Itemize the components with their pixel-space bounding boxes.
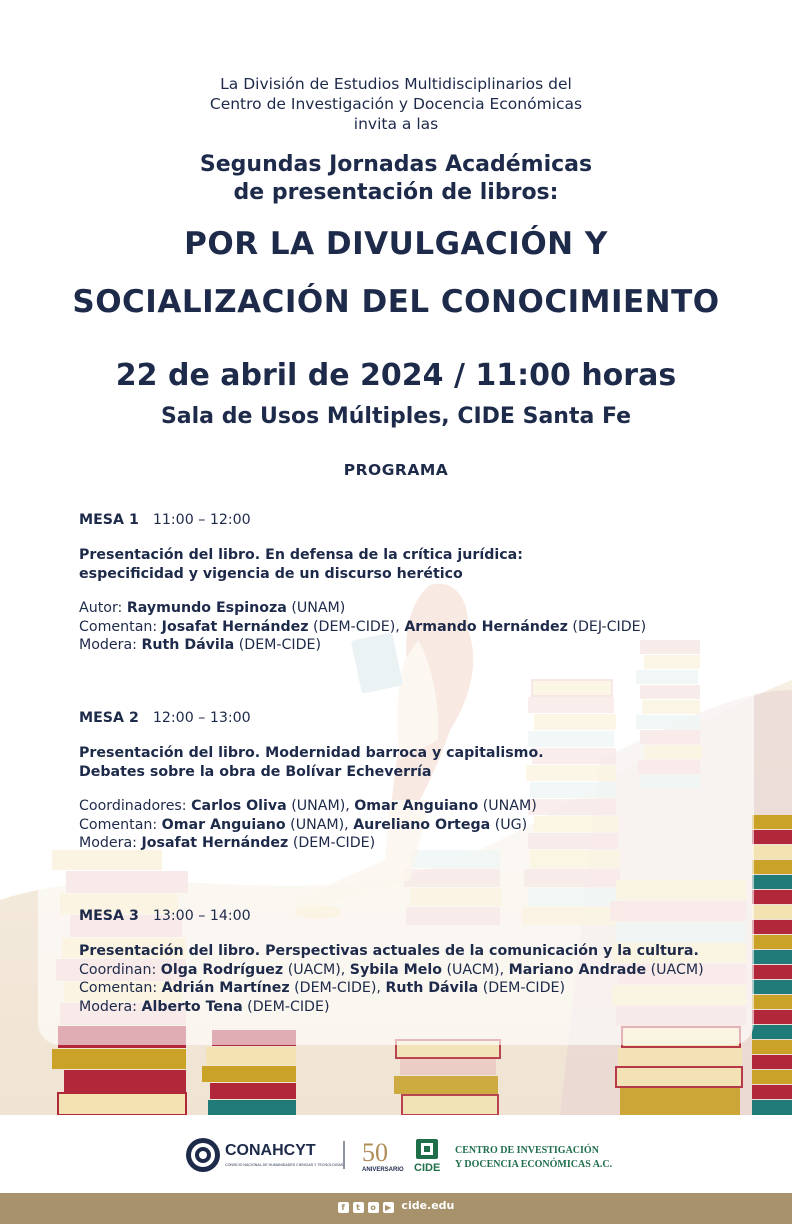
aniversario-label: ANIVERSARIO — [362, 1167, 404, 1173]
twitter-icon[interactable]: t — [353, 1202, 364, 1213]
mesa-2 — [79, 709, 759, 853]
mesa-1 — [79, 511, 759, 655]
mesa-label: MESA 3 — [79, 908, 139, 924]
person-name: Armando Hernández — [404, 618, 568, 635]
website-link[interactable]: cide.edu — [401, 1199, 455, 1212]
event-title-line1: POR LA DIVULGACIÓN Y — [184, 226, 608, 262]
coordinadores-line — [79, 797, 759, 816]
comentan-line — [79, 816, 759, 835]
subtitle-line: de presentación de libros: — [233, 180, 559, 205]
event-title-line2: SOCIALIZACIÓN DEL CONOCIMIENTO — [72, 284, 720, 320]
person-name: Josafat Hernández — [141, 835, 289, 851]
mesa-time: 11:00 – 12:00 — [152, 512, 251, 528]
intro-line: invita a las — [353, 115, 439, 133]
book-title: Presentación del libro. Modernidad barroca y capitalismo. — [79, 745, 544, 761]
role-label: Modera: — [79, 998, 142, 1015]
institution: (DEM-CIDE) — [288, 835, 376, 851]
conahcyt-name: CONAHCYT — [225, 1142, 316, 1159]
mesa-header — [79, 709, 759, 728]
sponsor-logos — [0, 1135, 792, 1175]
modera-line — [79, 834, 759, 853]
institution: (UNAM) — [286, 600, 346, 616]
person-name: Josafat Hernández — [161, 618, 309, 635]
instagram-icon[interactable]: o — [368, 1202, 379, 1213]
aniversario-number: 50 — [362, 1138, 388, 1167]
institution: (UNAM), — [285, 816, 354, 833]
event-subtitle — [0, 151, 792, 207]
cide-short: CIDE — [414, 1162, 441, 1174]
mesa-label: MESA 2 — [79, 710, 139, 726]
person-name: Adrián Martínez — [161, 980, 290, 996]
event-venue: Sala de Usos Múltiples, CIDE Santa Fe — [160, 404, 632, 429]
autor-line — [79, 599, 759, 618]
comentan-line — [79, 618, 759, 637]
institution: (DEM-CIDE) — [242, 998, 330, 1015]
institution: (UNAM) — [478, 798, 537, 814]
institution: (UACM) — [646, 961, 704, 978]
person-name: Aureliano Ortega — [353, 816, 491, 833]
person-name: Omar Anguiano — [354, 798, 479, 814]
modera-line — [79, 636, 759, 655]
cide-name-line2: Y DOCENCIA ECONÓMICAS A.C. — [455, 1159, 613, 1170]
intro-line: Centro de Investigación y Docencia Económicas — [209, 95, 583, 113]
institution: (DEM-CIDE) — [478, 980, 565, 996]
person-name: Ruth Dávila — [141, 637, 235, 653]
institution: (DEM-CIDE), — [308, 618, 405, 635]
book-title: especificidad y vigencia de un discurso herético — [79, 565, 463, 582]
role-label: Comentan: — [79, 980, 162, 996]
role-label: Autor: — [79, 600, 127, 616]
person-name: Olga Rodríguez — [160, 961, 284, 978]
institution: (UACM), — [442, 961, 509, 978]
coordinan-line — [79, 961, 759, 980]
mesa-header — [79, 907, 759, 926]
institution: (UACM), — [283, 961, 350, 978]
person-name: Mariano Andrade — [508, 961, 647, 978]
book-title: Presentación del libro. Perspectivas actuales de la comunicación y la cultura. — [79, 943, 699, 959]
role-label: Modera: — [79, 637, 142, 653]
role-label: Coordinan: — [79, 961, 161, 978]
institution: (DEJ-CIDE) — [567, 618, 647, 635]
programa-heading: PROGRAMA — [343, 461, 449, 479]
subtitle-line: Segundas Jornadas Académicas — [199, 152, 593, 177]
role-label: Coordinadores: — [79, 798, 192, 814]
event-date: 22 de abril de 2024 / 11:00 horas — [115, 358, 677, 393]
social-links — [0, 1199, 792, 1213]
institution: (DEM-CIDE), — [289, 980, 386, 996]
book-title: Debates sobre la obra de Bolívar Echeverría — [79, 763, 432, 780]
conahcyt-logo — [186, 1138, 220, 1172]
book-title: Presentación del libro. En defensa de la crítica jurídica: — [79, 547, 523, 563]
cide-name-line1: CENTRO DE INVESTIGACIÓN — [455, 1145, 599, 1156]
facebook-icon[interactable]: f — [338, 1202, 349, 1213]
person-name: Omar Anguiano — [161, 816, 286, 833]
institution: (UG) — [490, 816, 528, 833]
conahcyt-subtitle: CONSEJO NACIONAL DE HUMANIDADES CIENCIAS Y TECNOLOGÍAS — [225, 1163, 344, 1167]
institution: (UNAM), — [286, 798, 355, 814]
mesa-time: 12:00 – 13:00 — [152, 710, 251, 726]
mesa-3 — [79, 907, 759, 1016]
mesa-label: MESA 1 — [79, 512, 139, 528]
role-label: Comentan: — [79, 816, 162, 833]
person-name: Raymundo Espinoza — [126, 600, 287, 616]
mesa-time: 13:00 – 14:00 — [152, 908, 251, 924]
person-name: Sybila Melo — [349, 961, 442, 978]
institution: (DEM-CIDE) — [234, 637, 322, 653]
person-name: Ruth Dávila — [385, 980, 479, 996]
modera-line — [79, 998, 759, 1017]
person-name: Alberto Tena — [141, 998, 243, 1015]
intro-text — [0, 74, 792, 134]
person-name: Carlos Oliva — [191, 798, 287, 814]
intro-line: La División de Estudios Multidisciplinarios del — [220, 75, 572, 93]
youtube-icon[interactable]: ▶ — [383, 1202, 394, 1213]
role-label: Modera: — [79, 835, 142, 851]
mesa-header — [79, 511, 759, 530]
role-label: Comentan: — [79, 618, 162, 635]
comentan-line — [79, 979, 759, 998]
